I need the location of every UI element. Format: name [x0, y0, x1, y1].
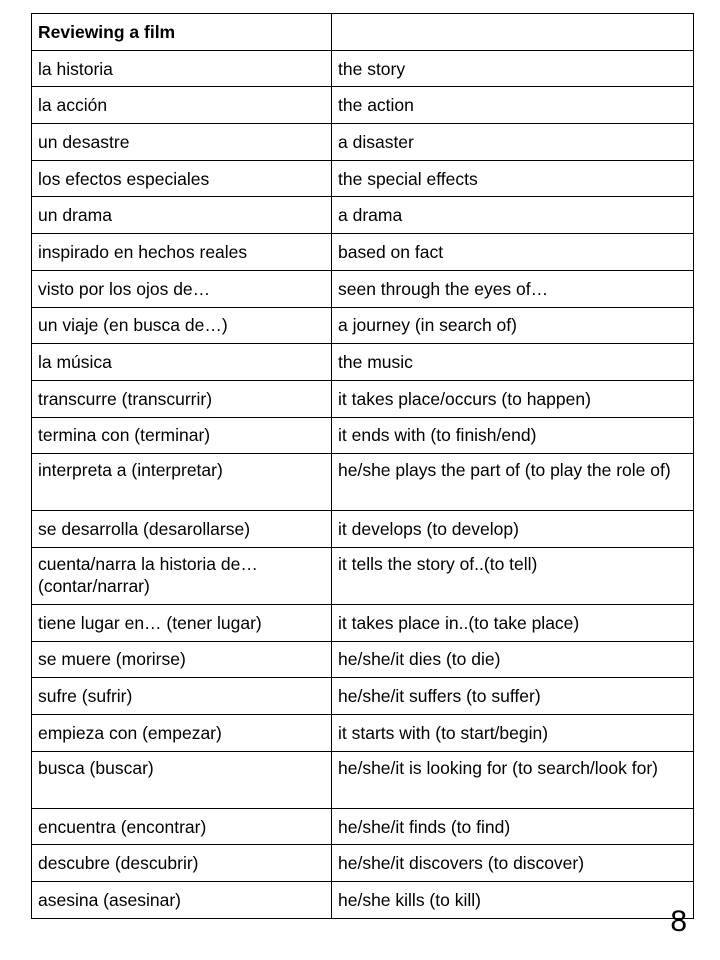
english-translation: the music	[332, 344, 694, 381]
english-translation: he/she/it suffers (to suffer)	[332, 678, 694, 715]
english-translation: he/she kills (to kill)	[332, 882, 694, 919]
table-row	[32, 511, 694, 548]
table-row	[32, 845, 694, 882]
spanish-term: un drama	[32, 197, 332, 234]
table-row	[32, 270, 694, 307]
english-translation: he/she/it dies (to die)	[332, 641, 694, 678]
table-row	[32, 604, 694, 641]
spanish-term: visto por los ojos de…	[32, 270, 332, 307]
table-row	[32, 751, 694, 808]
english-translation: the story	[332, 50, 694, 87]
spanish-term: sufre (sufrir)	[32, 678, 332, 715]
english-translation: he/she plays the part of (to play the role of)	[332, 454, 694, 511]
english-translation: based on fact	[332, 234, 694, 271]
english-translation: it develops (to develop)	[332, 511, 694, 548]
spanish-term: un viaje (en busca de…)	[32, 307, 332, 344]
spanish-term: termina con (terminar)	[32, 417, 332, 454]
table-row	[32, 344, 694, 381]
spanish-term: cuenta/narra la historia de… (contar/narrar)	[32, 547, 332, 604]
english-translation: he/she/it is looking for (to search/look for)	[332, 751, 694, 808]
spanish-term: los efectos especiales	[32, 160, 332, 197]
table-title: Reviewing a film	[32, 14, 332, 51]
table-row	[32, 50, 694, 87]
english-translation: it starts with (to start/begin)	[332, 715, 694, 752]
table-row	[32, 882, 694, 919]
table-row	[32, 197, 694, 234]
table-row	[32, 380, 694, 417]
spanish-term: asesina (asesinar)	[32, 882, 332, 919]
spanish-term: encuentra (encontrar)	[32, 808, 332, 845]
table-row	[32, 417, 694, 454]
page-number: 8	[670, 905, 687, 938]
spanish-term: un desastre	[32, 124, 332, 161]
spanish-term: la acción	[32, 87, 332, 124]
english-translation: it tells the story of..(to tell)	[332, 547, 694, 604]
spanish-term: se muere (morirse)	[32, 641, 332, 678]
english-translation: it takes place/occurs (to happen)	[332, 380, 694, 417]
table-row	[32, 454, 694, 511]
table-row	[32, 678, 694, 715]
spanish-term: se desarrolla (desarollarse)	[32, 511, 332, 548]
table-row	[32, 307, 694, 344]
table-header-row	[32, 14, 694, 51]
spanish-term: la música	[32, 344, 332, 381]
english-translation: it takes place in..(to take place)	[332, 604, 694, 641]
table-row	[32, 715, 694, 752]
spanish-term: tiene lugar en… (tener lugar)	[32, 604, 332, 641]
english-translation: the action	[332, 87, 694, 124]
spanish-term: busca (buscar)	[32, 751, 332, 808]
english-translation: the special effects	[332, 160, 694, 197]
table-row	[32, 124, 694, 161]
table-row	[32, 547, 694, 604]
spanish-term: inspirado en hechos reales	[32, 234, 332, 271]
spanish-term: transcurre (transcurrir)	[32, 380, 332, 417]
table-header-empty	[332, 14, 694, 51]
english-translation: he/she/it discovers (to discover)	[332, 845, 694, 882]
english-translation: a disaster	[332, 124, 694, 161]
table-row	[32, 641, 694, 678]
spanish-term: la historia	[32, 50, 332, 87]
table-row	[32, 87, 694, 124]
english-translation: he/she/it finds (to find)	[332, 808, 694, 845]
table-row	[32, 160, 694, 197]
spanish-term: interpreta a (interpretar)	[32, 454, 332, 511]
english-translation: a drama	[332, 197, 694, 234]
vocabulary-table	[31, 13, 694, 919]
english-translation: a journey (in search of)	[332, 307, 694, 344]
spanish-term: empieza con (empezar)	[32, 715, 332, 752]
spanish-term: descubre (descubrir)	[32, 845, 332, 882]
english-translation: it ends with (to finish/end)	[332, 417, 694, 454]
table-row	[32, 808, 694, 845]
english-translation: seen through the eyes of…	[332, 270, 694, 307]
table-row	[32, 234, 694, 271]
